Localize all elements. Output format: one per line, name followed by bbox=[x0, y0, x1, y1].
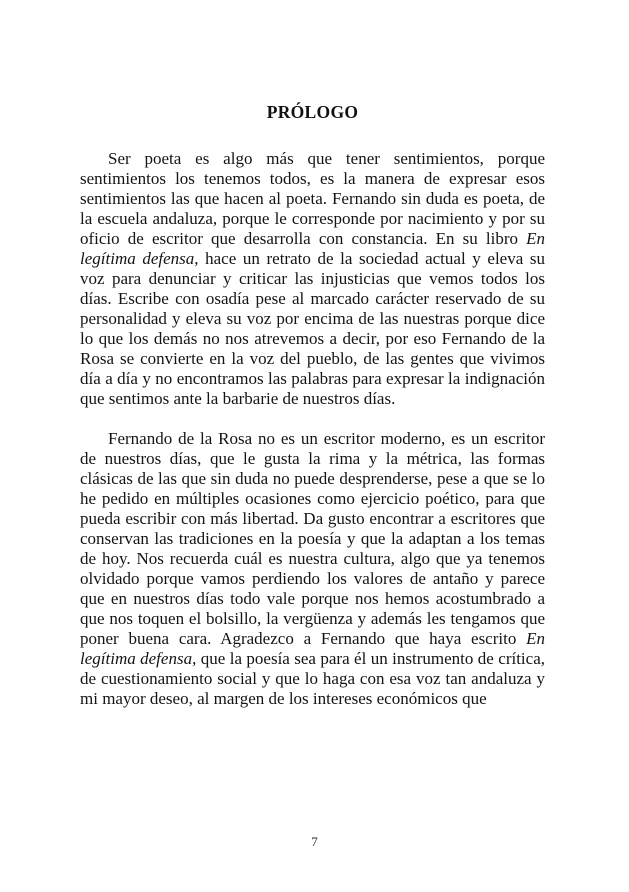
text-segment: Ser poeta es algo más que tener sentimientos, porque sentimientos los tenemos todos, es la manera de expresar esos sentimientos las que hacen al poeta. Fernando sin duda es poeta, de la escuela andaluza, porque le corresponde por nacimiento y por su oficio de escritor que desarrolla con constancia. En su libro bbox=[80, 149, 545, 248]
text-segment: , hace un retrato de la sociedad actual y eleva su voz para denunciar y criticar las injusticias que vemos todos los días. Escribe con osadía pese al marcado carácter reservado de su personalidad y eleva su voz por encima de las nuestras porque dice lo que los demás no nos atrevemos a decir, por eso Fernando de la Rosa se convierte en la voz del pueblo, de las gentes que vivimos día a día y no encontramos las palabras para expresar la indignación que sentimos ante la barbarie de nuestros días. bbox=[80, 249, 545, 408]
text-body bbox=[80, 149, 545, 729]
book-title-italic: En legítima defensa bbox=[80, 229, 545, 268]
paragraph bbox=[80, 429, 545, 709]
page-number: 7 bbox=[311, 834, 318, 849]
book-title-italic: En legítima defensa bbox=[80, 629, 545, 668]
text-segment: , que la poesía sea para él un instrumento de crítica, de cuestionamiento social y que lo haga con esa voz tan andaluza y mi mayor deseo, al margen de los intereses económicos que bbox=[80, 649, 545, 708]
paragraph bbox=[80, 149, 545, 409]
text-segment: Fernando de la Rosa no es un escritor moderno, es un escritor de nuestros días, que le gusta la rima y la métrica, las formas clásicas de las que sin duda no puede desprenderse, pese a que se lo he pedido en múltiples ocasiones como ejercicio poético, para que pueda escribir con más libertad. Da gusto encontrar a escritores que conservan las tradiciones en la poesía y que la adaptan a los temas de hoy. Nos recuerda cuál es nuestra cultura, algo que ya tenemos olvidado porque vamos perdiendo los valores de antaño y parece que en nuestros días todo vale porque nos hemos acostumbrado a que nos toquen el bolsillo, la vergüenza y además les tengamos que poner buena cara. Agradezco a Fernando que haya escrito bbox=[80, 429, 545, 648]
page-title: PRÓLOGO bbox=[266, 102, 359, 122]
